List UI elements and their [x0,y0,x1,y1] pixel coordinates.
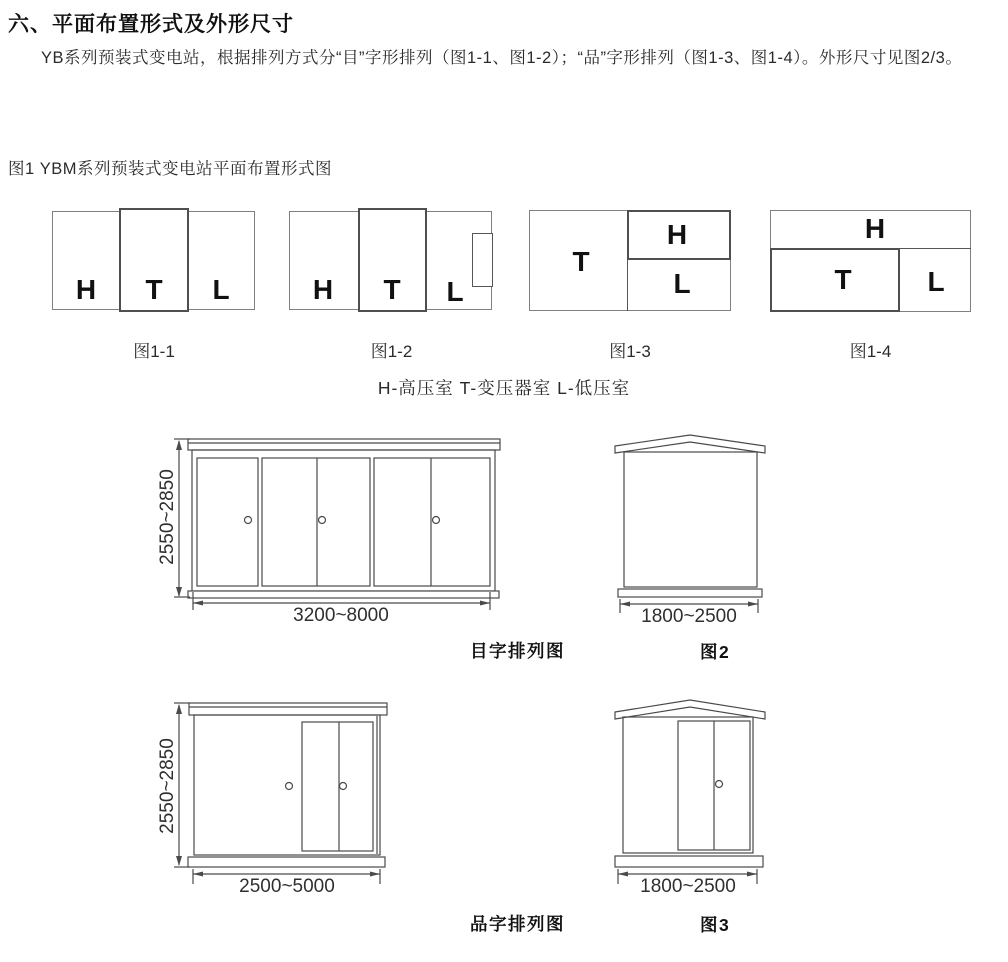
width-dim-label: 1800~2500 [640,876,736,897]
door-handle-icon [433,517,440,524]
intro-paragraph: YB系列预装式变电站，根据排列方式分“目”字形排列（图1-1、图1-2）；“品”字形排列（图1-3、图1-4）。外形尺寸见图2/3。 [41,49,963,67]
room-label-l: L [927,266,945,297]
door-handle-icon [716,781,723,788]
width-dimension [618,869,757,897]
fig3-caption: 图3 [700,915,731,935]
base-plinth [618,589,762,597]
door-handle-icon [340,783,347,790]
height-dim-label: 2550~2850 [157,469,178,565]
room-label-h: H [864,213,886,244]
mu-drawing-caption: 目字排列图 [470,641,565,661]
height-dimension [157,439,190,597]
door-left [197,458,258,586]
gable-roof [615,700,765,719]
room-legend: H-高压室 T-变压器室 L-低压室 [377,378,631,398]
room-label-t: T [572,246,590,277]
room-label-t: T [834,264,852,295]
room-label-l: L [212,274,230,305]
pin-drawing-caption: 品字排列图 [470,914,565,934]
width-dim-label: 2500~5000 [239,876,335,897]
mu-elevation-drawing [150,430,570,635]
plan-diagram-1-2 [289,208,494,312]
fig2-side-drawing [598,430,783,635]
height-dim-label: 2550~2850 [157,738,178,834]
width-dimension [620,599,758,627]
room-label-t: T [145,274,163,305]
fig3-side-drawing [598,695,783,895]
width-dimension [193,869,380,897]
door-right [374,458,490,586]
plan-caption-1-3: 图1-3 [609,342,651,361]
base-plinth [188,591,499,598]
room-label-l: L [673,268,691,299]
double-door [286,722,374,851]
pin-elevation-drawing [150,695,570,895]
cabinet-body [192,450,495,591]
cabinet-body [623,717,753,853]
plan-diagram-1-3 [529,210,731,311]
fig2-caption: 图2 [700,642,731,662]
plan-caption-1-4: 图1-4 [849,342,892,361]
side-cabinet-box [472,233,493,287]
room-label-h: H [75,274,97,305]
room-label-t: T [383,274,401,305]
roof-slab [189,703,387,715]
gable-roof [615,435,765,453]
room-divider [627,260,628,311]
plan-diagram-1-1 [52,208,256,312]
room-label-l: L [446,276,464,307]
door-handle-icon [286,783,293,790]
cabinet-body [624,452,757,587]
door-handle-icon [319,517,326,524]
width-dim-label: 3200~8000 [293,605,389,626]
room-label-h: H [666,219,688,250]
double-door [678,721,750,850]
base-plinth [615,856,763,867]
door-middle [262,458,370,586]
plan-diagram-1-4 [770,210,971,312]
base-plinth [188,857,385,867]
room-label-h: H [312,274,334,305]
door-handle-icon [245,517,252,524]
figure1-caption: 图1 YBM系列预装式变电站平面布置形式图 [8,160,333,178]
plan-caption-1-1: 图1-1 [133,342,175,361]
plan-caption-1-2: 图1-2 [370,342,413,361]
height-dimension [157,703,190,867]
page-title: 六、平面布置形式及外形尺寸 [8,13,294,36]
width-dim-label: 1800~2500 [641,606,737,627]
roof-slab [188,439,500,450]
